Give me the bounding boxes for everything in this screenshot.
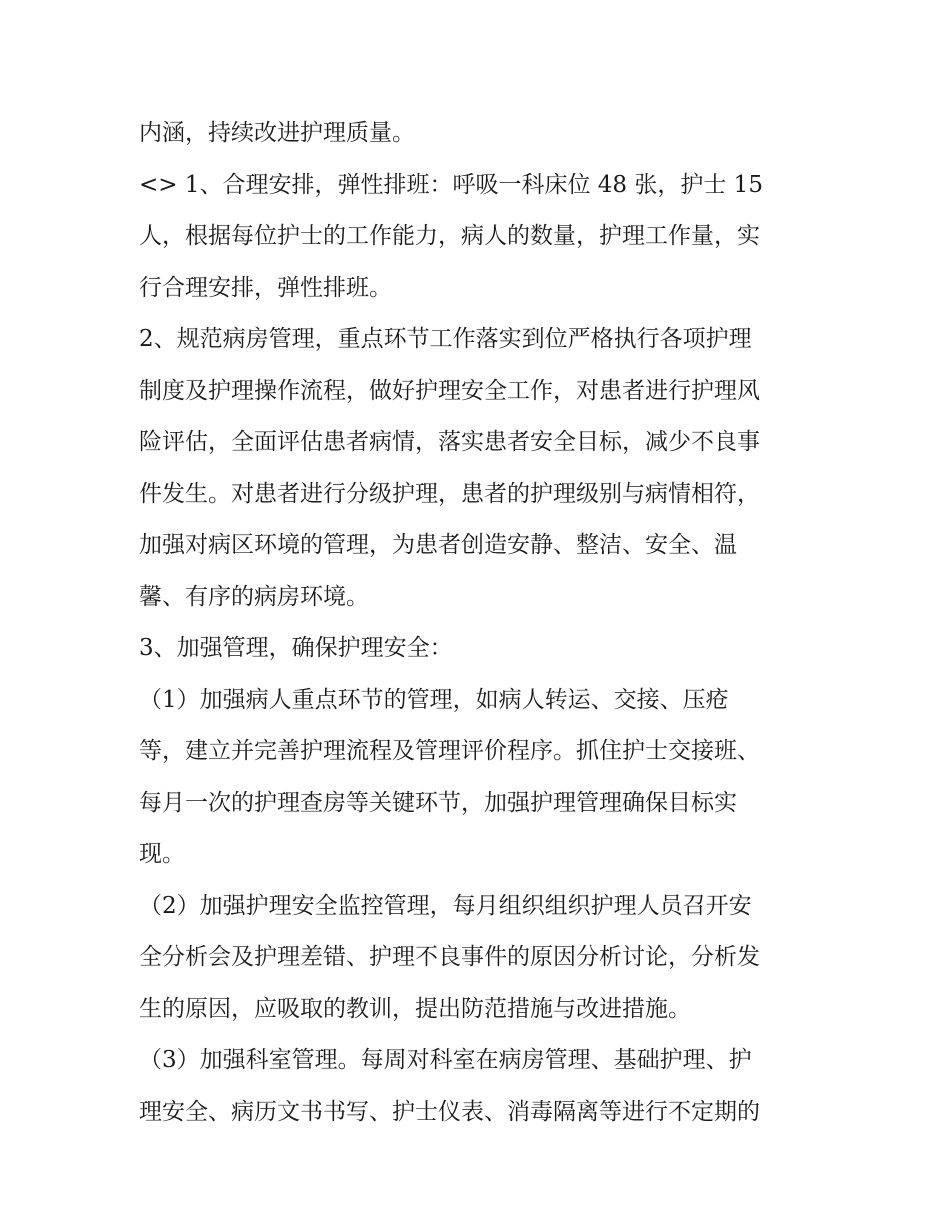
text-line: 生的原因，应吸取的教训，提出防范措施与改进措施。 xyxy=(139,995,691,1022)
text-line: 件发生。对患者进行分级护理，患者的护理级别与病情相符， xyxy=(139,480,760,507)
text-line: 险评估，全面评估患者病情，落实患者安全目标，减少不良事 xyxy=(139,429,760,455)
text-line: 每月一次的护理查房等关键环节，加强护理管理确保目标实 xyxy=(139,789,737,816)
text-line: 人，根据每位护士的工作能力，病人的数量，护理工作量，实 xyxy=(139,223,760,249)
text-line: 等，建立并完善护理流程及管理评价程序。抓住护士交接班、 xyxy=(139,738,760,764)
text-line: 内涵，持续改进护理质量。 xyxy=(139,120,415,146)
text-line: 理安全、病历文书书写、护士仪表、消毒隔离等进行不定期的 xyxy=(139,1098,760,1125)
text-line: 全分析会及护理差错、护理不良事件的原因分析讨论，分析发 xyxy=(139,944,760,970)
text-line: 制度及护理操作流程，做好护理安全工作，对患者进行护理风 xyxy=(139,377,760,404)
text-line: 馨、有序的病房环境。 xyxy=(139,583,369,610)
text-line: 2、规范病房管理，重点环节工作落实到位严格执行各项护理 xyxy=(139,326,752,352)
text-line: 3、加强管理，确保护理安全： xyxy=(139,635,453,661)
text-line: （1）加强病人重点环节的管理，如病人转运、交接、压疮 xyxy=(139,686,729,713)
document-body xyxy=(139,108,829,1138)
text-line: 现。 xyxy=(139,841,185,867)
text-line: <> 1、合理安排，弹性排班：呼吸一科床位 48 张，护士 15 xyxy=(139,171,763,198)
text-line: （3）加强科室管理。每周对科室在病房管理、基础护理、护 xyxy=(139,1047,752,1073)
text-line: （2）加强护理安全监控管理，每月组织组织护理人员召开安 xyxy=(139,892,752,919)
text-line: 加强对病区环境的管理，为患者创造安静、整洁、安全、温 xyxy=(139,532,737,558)
text-line: 行合理安排，弹性排班。 xyxy=(139,274,392,301)
